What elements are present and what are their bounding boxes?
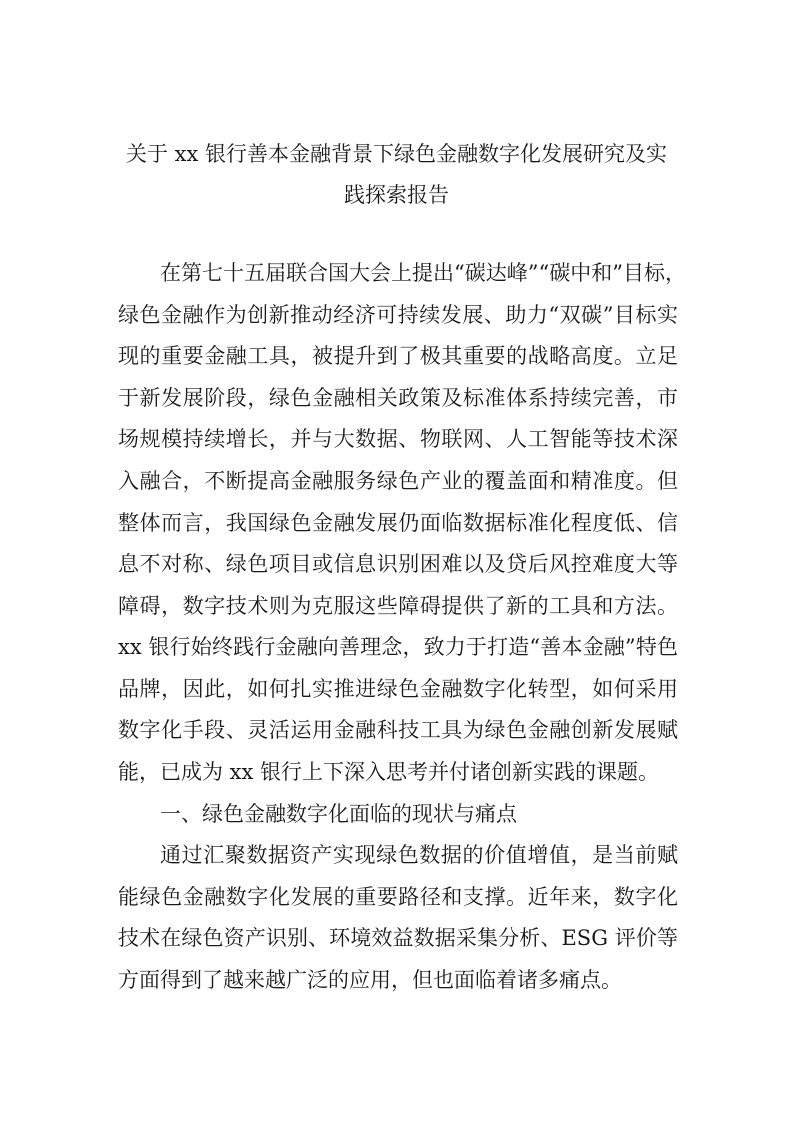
paragraph-1-line: 场规模持续增长，并与大数据、物联网、人工智能等技术深 [118,427,678,451]
paragraph-2-line: 方面得到了越来越广泛的应用，但也面临着诸多痛点。 [118,968,622,992]
paragraph-1-line: 息不对称、绿色项目或信息识别困难以及贷后风控难度大等 [118,552,678,576]
paragraph-1-line: 数字化手段、灵活运用金融科技工具为绿色金融创新发展赋 [118,718,678,742]
paragraph-1-line: 能，已成为 xx 银行上下深入思考并付诸创新实践的课题。 [118,760,660,784]
paragraph-1-line: 于新发展阶段，绿色金融相关政策及标准体系持续完善，市 [118,386,678,410]
paragraph-1-line: 障碍，数字技术则为克服这些障碍提供了新的工具和方法。 [118,594,678,618]
paragraph-1-line: 绿色金融作为创新推动经济可持续发展、助力“双碳”目标实 [118,303,678,327]
paragraph-1-line: 整体而言，我国绿色金融发展仍面临数据标准化程度低、信 [118,511,678,535]
paragraph-1-line: 现的重要金融工具，被提升到了极其重要的战略高度。立足 [118,344,678,368]
paragraph-2-line: 能绿色金融数字化发展的重要路径和支撑。近年来，数字化 [118,885,678,909]
paragraph-2-line: 技术在绿色资产识别、环境效益数据采集分析、ESG 评价等 [118,926,678,950]
paragraph-1-line: 品牌，因此，如何扎实推进绿色金融数字化转型，如何采用 [118,677,678,701]
document-title-line-2: 践探索报告 [344,183,449,207]
section-heading: 一、绿色金融数字化面临的现状与痛点 [160,802,517,826]
paragraph-1-line: 入融合，不断提高金融服务绿色产业的覆盖面和精准度。但 [118,469,678,493]
paragraph-1-line: xx 银行始终践行金融向善理念，致力于打造“善本金融”特色 [118,635,678,659]
document-title-line-1: 关于 xx 银行善本金融背景下绿色金融数字化发展研究及实 [125,142,668,166]
paragraph-1-line: 在第七十五届联合国大会上提出“碳达峰”“碳中和”目标， [160,261,686,285]
paragraph-2-line: 通过汇聚数据资产实现绿色数据的价值增值，是当前赋 [160,843,678,867]
